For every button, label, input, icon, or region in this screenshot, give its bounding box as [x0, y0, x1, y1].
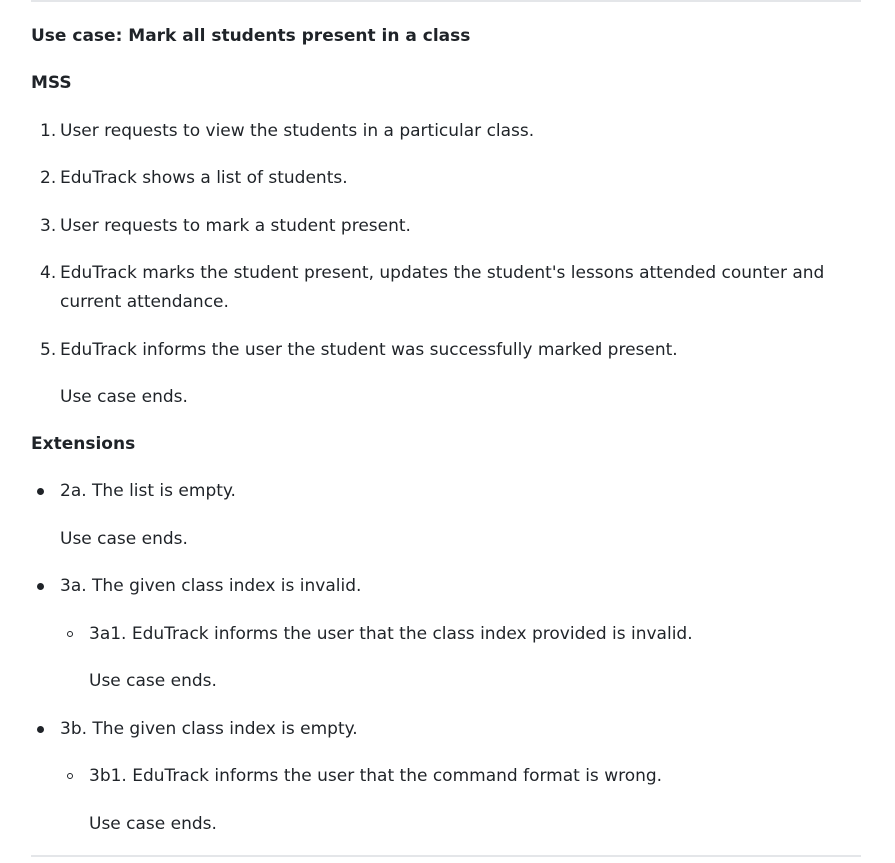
mss-use-case-ends: Use case ends.: [60, 387, 188, 407]
mss-step-text: EduTrack shows a list of students.: [60, 168, 348, 188]
sub-bullet-icon: [67, 773, 73, 779]
sub-bullet-icon: [67, 631, 73, 637]
bottom-divider: [31, 855, 861, 857]
mss-step-number: 5.: [40, 340, 57, 360]
extension-use-case-ends: Use case ends.: [89, 671, 217, 691]
mss-step-text: EduTrack informs the user the student was successfully marked present.: [60, 340, 678, 360]
use-case-title: Use case: Mark all students present in a class: [31, 26, 471, 46]
extension-item: 2a. The list is empty.: [60, 481, 236, 501]
top-divider: [31, 0, 861, 2]
mss-step-number: 4.: [40, 263, 57, 283]
mss-heading: MSS: [31, 73, 72, 93]
extension-sub-item: 3b1. EduTrack informs the user that the command format is wrong.: [89, 766, 663, 786]
mss-step-number: 3.: [40, 216, 57, 236]
extension-use-case-ends: Use case ends.: [60, 529, 188, 549]
mss-step-text: User requests to mark a student present.: [60, 216, 411, 236]
extension-item: 3a. The given class index is invalid.: [60, 576, 362, 596]
extension-use-case-ends: Use case ends.: [89, 814, 217, 834]
extensions-heading: Extensions: [31, 434, 136, 454]
extension-item: 3b. The given class index is empty.: [60, 719, 358, 739]
mss-step-number: 2.: [40, 168, 57, 188]
bullet-icon: [37, 488, 44, 495]
mss-step-text: EduTrack marks the student present, updates the student's lessons attended counter and: [60, 263, 825, 283]
bullet-icon: [37, 583, 44, 590]
mss-step-number: 1.: [40, 121, 57, 141]
mss-step-text: User requests to view the students in a particular class.: [60, 121, 535, 141]
mss-step-text-continued: current attendance.: [60, 292, 229, 312]
extension-sub-item: 3a1. EduTrack informs the user that the class index provided is invalid.: [89, 624, 693, 644]
bullet-icon: [37, 726, 44, 733]
